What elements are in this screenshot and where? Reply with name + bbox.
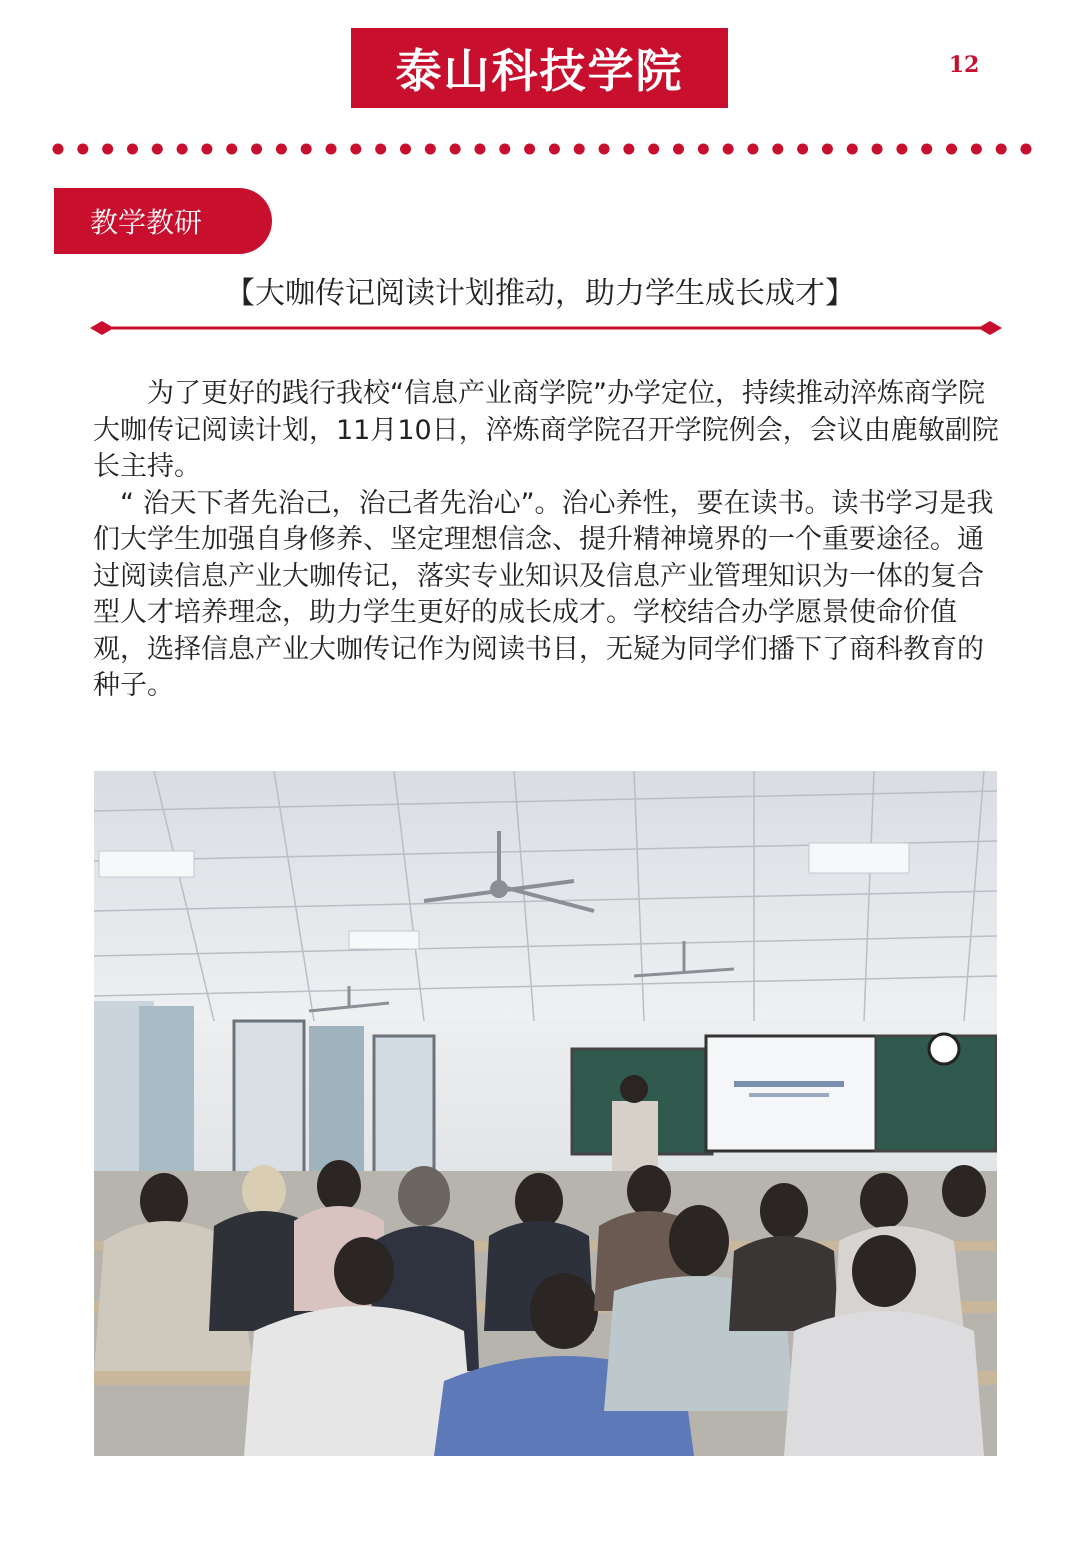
divider-dot <box>53 144 64 155</box>
divider-dot <box>772 144 783 155</box>
divider-dot <box>474 144 485 155</box>
divider-dot <box>996 144 1007 155</box>
classroom-photo <box>94 771 997 1456</box>
divider-dot <box>648 144 659 155</box>
school-title: 泰山科技学院 <box>395 44 684 98</box>
article-headline: 【大咖传记阅读计划推动，助力学生成长成才】 <box>225 276 855 311</box>
dotted-divider <box>52 139 1032 159</box>
divider-dot <box>375 144 386 155</box>
divider-dot <box>698 144 709 155</box>
section-tab <box>54 188 272 254</box>
divider-dot <box>425 144 436 155</box>
divider-dot <box>102 144 113 155</box>
divider-dot <box>946 144 957 155</box>
ceiling-light <box>809 843 909 873</box>
divider-dot <box>226 144 237 155</box>
clock-icon <box>929 1034 959 1064</box>
divider-dot <box>301 144 312 155</box>
divider-dot <box>971 144 982 155</box>
divider-dot <box>251 144 262 155</box>
divider-dot <box>921 144 932 155</box>
headline-divider <box>90 318 1002 338</box>
divider-dot <box>747 144 758 155</box>
page-number: 12 <box>948 52 980 78</box>
divider-dot <box>673 144 684 155</box>
divider-dot <box>549 144 560 155</box>
divider-dot <box>599 144 610 155</box>
divider-dot <box>276 144 287 155</box>
divider-dot <box>723 144 734 155</box>
divider-dot <box>872 144 883 155</box>
ceiling-light <box>99 851 194 877</box>
paragraph-1: 为了更好的践行我校“信息产业商学院”办学定位，持续推动淬炼商学院大咖传记阅读计划，11月10日，淬炼商学院召开学院例会，会议由鹿敏副院长主持。 <box>93 378 999 482</box>
divider-dot <box>524 144 535 155</box>
divider-dot <box>822 144 833 155</box>
paragraph-2: “ 治天下者先治己，治己者先治心”。治心养性，要在读书。读书学习是我们大学生加强自身修养、坚定理想信念、提升精神境界的一个重要途径。通过阅读信息产业大咖传记，落实专业知识及信息产业管理知识为一体的复合型人才培养理念，助力学生更好的成长成才。学校结合办学愿景使命价值观，选择信息产业大咖传记作为阅读书目，无疑为同学们播下了商科教育的种子。 <box>93 487 994 701</box>
divider-dot <box>499 144 510 155</box>
article-body <box>93 376 1003 705</box>
classroom-illustration <box>94 771 997 1456</box>
divider-dot <box>201 144 212 155</box>
section-label: 教学教研 <box>90 206 203 239</box>
divider-dot <box>847 144 858 155</box>
divider-dot <box>896 144 907 155</box>
divider-dot <box>152 144 163 155</box>
divider-dot <box>127 144 138 155</box>
divider-dot <box>326 144 337 155</box>
divider-dot <box>350 144 361 155</box>
school-title-banner <box>351 28 728 108</box>
divider-dot <box>400 144 411 155</box>
divider-dot <box>797 144 808 155</box>
divider-dot <box>1021 144 1032 155</box>
divider-dot <box>623 144 634 155</box>
divider-dot <box>574 144 585 155</box>
ceiling-light <box>349 931 419 949</box>
divider-dot <box>77 144 88 155</box>
divider-dot <box>177 144 188 155</box>
divider-dot <box>450 144 461 155</box>
